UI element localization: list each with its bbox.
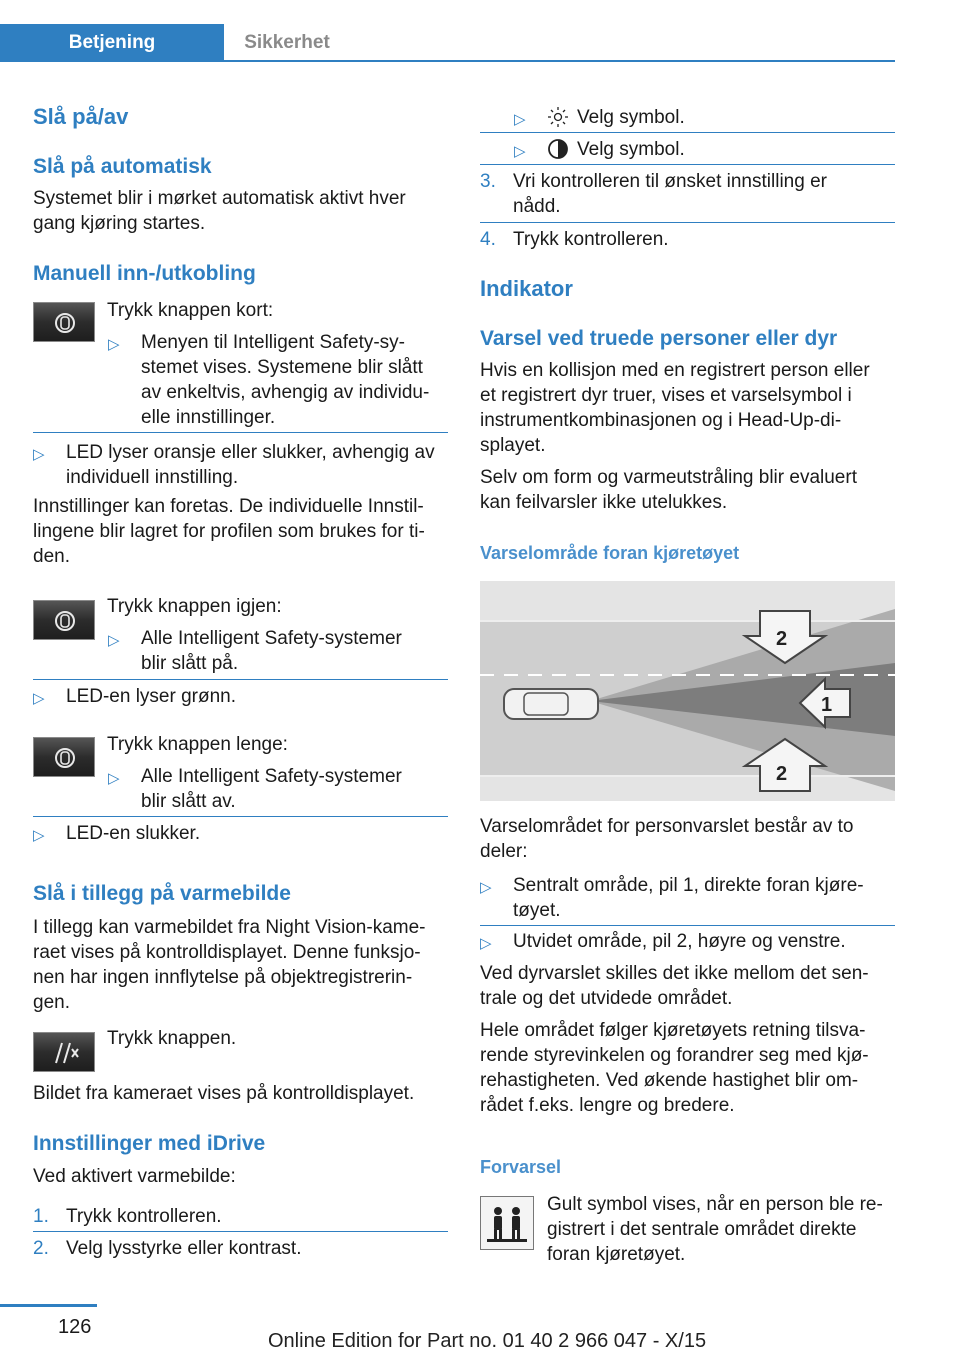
step-1-number: 1. [33, 1206, 49, 1227]
short-b1-2: stemet vises. Systemene blir slått [141, 357, 423, 378]
fig-label-1: 1 [821, 694, 833, 716]
bullet-triangle-icon: ▷ [33, 690, 45, 707]
long-b1-1: Alle Intelligent Safety-systemer [141, 766, 402, 787]
page-number: 126 [58, 1316, 92, 1338]
symbol-2-label: Velg symbol. [577, 139, 685, 160]
press-button-label: Trykk knappen. [107, 1028, 237, 1049]
heading-prewarning: Forvarsel [480, 1157, 562, 1177]
warn-1: Hvis en kollisjon med en registrert person eller [480, 360, 870, 381]
animal-1: Ved dyrvarslet skilles det ikke mellom det sen- [480, 963, 869, 984]
night-vision-button-icon [33, 1032, 95, 1072]
bullet-triangle-icon: ▷ [108, 336, 120, 353]
fig-label-2-top: 2 [776, 628, 788, 650]
footer-edition: Online Edition for Part no. 01 40 2 966 047 - X/15 [268, 1330, 707, 1352]
bullet-triangle-icon: ▷ [514, 111, 526, 128]
eval-2: kan feilvarsler ikke utelukkes. [480, 492, 728, 513]
thermal-4: gen. [33, 992, 70, 1013]
divider [480, 222, 895, 223]
bullet-triangle-icon: ▷ [108, 632, 120, 649]
contrast-icon [547, 138, 569, 160]
whole-3: rehastigheten. Ved økende hastighet blir om- [480, 1070, 859, 1091]
short-press-label: Trykk knappen kort: [107, 300, 274, 321]
again-b1-1: Alle Intelligent Safety-systemer [141, 628, 402, 649]
heading-indicator: Indikator [480, 276, 573, 301]
heading-on-off: Slå på/av [33, 104, 129, 129]
divider [33, 432, 448, 433]
camera-image-text: Bildet fra kameraet vises på kontrolldisplayet. [33, 1083, 415, 1104]
warn-2: et registrert dyr truer, vises et varselsymbol i [480, 385, 852, 406]
step-4-number: 4. [480, 229, 496, 250]
tab-sikkerhet[interactable]: Sikkerhet [244, 32, 330, 53]
divider [480, 132, 895, 133]
area-2: deler: [480, 841, 528, 862]
heading-warning: Varsel ved truede personer eller dyr [480, 327, 838, 350]
bullet-triangle-icon: ▷ [33, 827, 45, 844]
bullet-triangle-icon: ▷ [480, 879, 492, 896]
pedestrian-warning-icon [480, 1196, 534, 1250]
symbol-1-label: Velg symbol. [577, 107, 685, 128]
step-3-1: Vri kontrolleren til ønsket innstilling er [513, 171, 827, 192]
long-press-label: Trykk knappen lenge: [107, 734, 288, 755]
safety-button-icon [33, 737, 95, 777]
step-2: Velg lysstyrke eller kontrast. [66, 1238, 302, 1259]
area-b1-2: tøyet. [513, 900, 561, 921]
warn-4: splayet. [480, 435, 546, 456]
heading-thermal: Slå i tillegg på varmebilde [33, 882, 291, 905]
divider [33, 816, 448, 817]
prewarn-2: gistrert i det sentrale området direkte [547, 1219, 857, 1240]
fig-label-2-bottom: 2 [776, 763, 788, 785]
heading-warning-area: Varselområde foran kjøretøyet [480, 543, 740, 563]
prewarn-3: foran kjøretøyet. [547, 1244, 686, 1265]
again-b1-2: blir slått på. [141, 653, 239, 674]
step-2-number: 2. [33, 1238, 49, 1259]
thermal-2: raet vises på kontrolldisplayet. Denne funksjo- [33, 942, 421, 963]
whole-4: rådet f.eks. lengre og bredere. [480, 1095, 735, 1116]
area-1: Varselområdet for personvarslet består av to [480, 816, 854, 837]
tab-betjening[interactable]: Betjening [0, 24, 224, 60]
step-1: Trykk kontrolleren. [66, 1206, 222, 1227]
divider [33, 679, 448, 680]
settings-1: Innstillinger kan foretas. De individuelle Innstil- [33, 496, 424, 517]
divider [480, 925, 895, 926]
bullet-triangle-icon: ▷ [33, 446, 45, 463]
warning-area-diagram [480, 581, 895, 801]
heading-manual: Manuell inn-/utkobling [33, 262, 256, 285]
warn-3: instrumentkombinasjonen og i Head-Up-di- [480, 410, 842, 431]
prewarn-1: Gult symbol vises, når en person ble re- [547, 1194, 883, 1215]
whole-2: rende styrevinkelen og forandrer seg med kjø- [480, 1045, 869, 1066]
eval-1: Selv om form og varmeutstråling blir evaluert [480, 467, 857, 488]
area-b2: Utvidet område, pil 2, høyre og venstre. [513, 931, 846, 952]
settings-2: lingene blir lagret for profilen som brukes for ti- [33, 521, 425, 542]
whole-1: Hele området følger kjøretøyets retning tilsva- [480, 1020, 866, 1041]
short-b2-2: individuell innstilling. [66, 467, 239, 488]
short-b1-4: elle innstillinger. [141, 407, 276, 428]
car-icon [504, 689, 598, 719]
settings-3: den. [33, 546, 70, 567]
safety-button-icon [33, 600, 95, 640]
animal-2: trale og det utvidede området. [480, 988, 733, 1009]
heading-idrive: Innstillinger med iDrive [33, 1132, 266, 1155]
auto-text-2: gang kjøring startes. [33, 213, 206, 234]
short-b1-3: av enkeltvis, avhengig av individu- [141, 382, 430, 403]
footer-accent-line [0, 1304, 97, 1307]
area-b1-1: Sentralt område, pil 1, direkte foran kjøre- [513, 875, 864, 896]
idrive-intro: Ved aktivert varmebilde: [33, 1166, 236, 1187]
thermal-1: I tillegg kan varmebildet fra Night Vision-kame- [33, 917, 426, 938]
again-b2: LED-en lyser grønn. [66, 686, 237, 707]
thermal-3: nen har ingen innflytelse på objektregistrerin- [33, 967, 413, 988]
step-3-2: nådd. [513, 196, 561, 217]
bullet-triangle-icon: ▷ [480, 935, 492, 952]
section-tabs [0, 24, 895, 62]
again-press-label: Trykk knappen igjen: [107, 596, 282, 617]
auto-text-1: Systemet blir i mørket automatisk aktivt hver [33, 188, 406, 209]
brightness-icon [547, 106, 569, 128]
heading-auto-on: Slå på automatisk [33, 155, 212, 178]
step-3-number: 3. [480, 171, 496, 192]
short-b1-1: Menyen til Intelligent Safety-sy- [141, 332, 406, 353]
short-b2-1: LED lyser oransje eller slukker, avhengig av [66, 442, 435, 463]
divider [33, 1231, 448, 1232]
long-b2: LED-en slukker. [66, 823, 201, 844]
step-4: Trykk kontrolleren. [513, 229, 669, 250]
safety-button-icon [33, 302, 95, 342]
long-b1-2: blir slått av. [141, 791, 236, 812]
bullet-triangle-icon: ▷ [514, 143, 526, 160]
bullet-triangle-icon: ▷ [108, 770, 120, 787]
divider [480, 164, 895, 165]
